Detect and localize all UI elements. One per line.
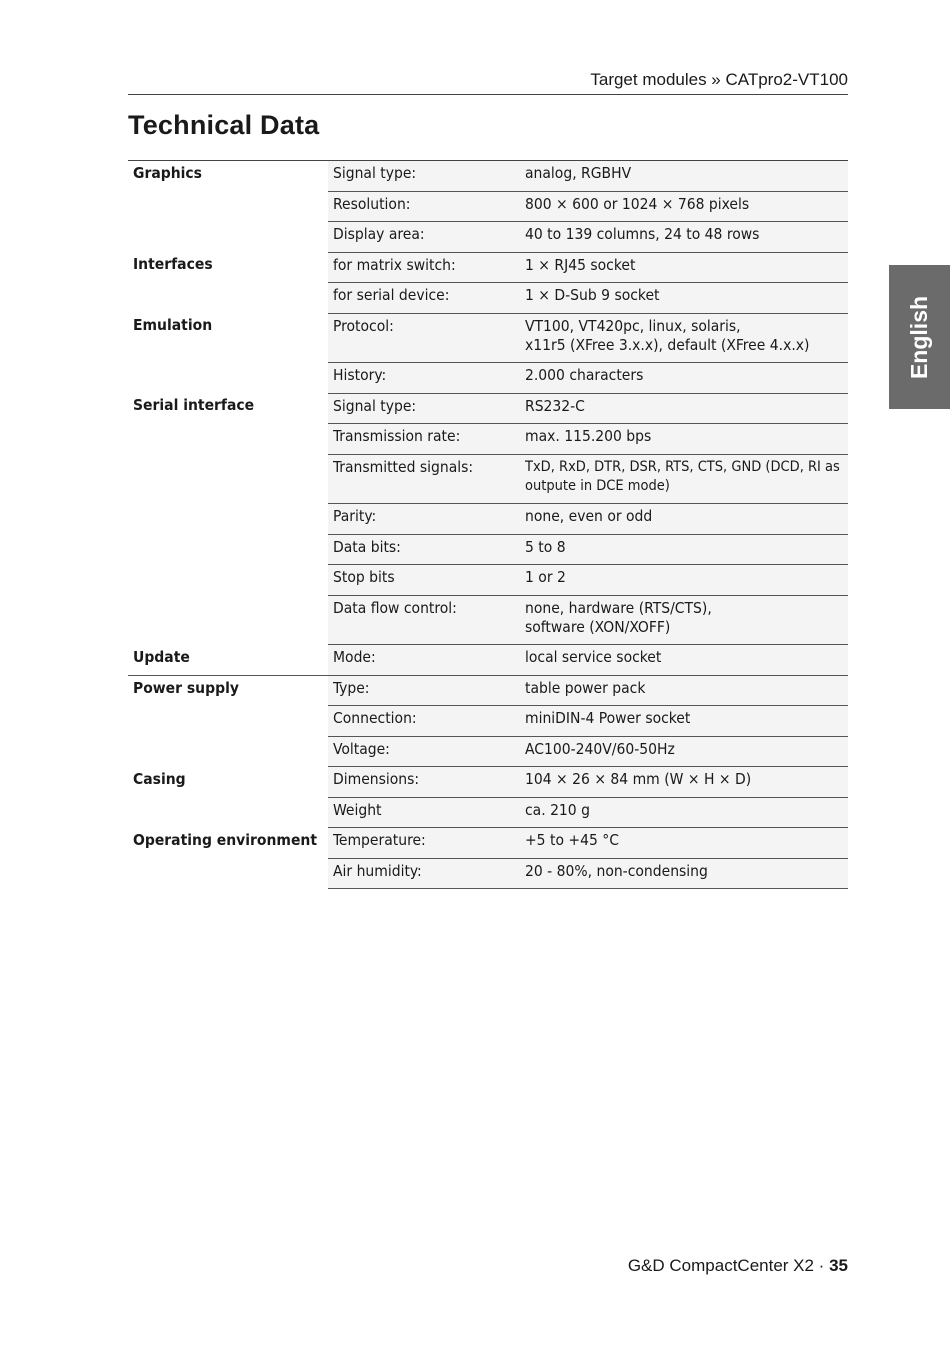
spec-label: Protocol: [328, 313, 520, 363]
table-row [128, 767, 848, 798]
category-label: Serial interface [128, 393, 328, 645]
spec-label: Weight [328, 797, 520, 828]
spec-label: Type: [328, 675, 520, 706]
technical-data-table [128, 160, 848, 889]
spec-value [520, 313, 848, 363]
spec-value: 20 - 80%, non-condensing [520, 858, 848, 889]
spec-label: History: [328, 363, 520, 394]
spec-label: Dimensions: [328, 767, 520, 798]
spec-value [520, 454, 848, 504]
page-number: 35 [829, 1256, 848, 1275]
spec-label: Air humidity: [328, 858, 520, 889]
running-header: Target modules » CATpro2-VT100 [128, 70, 848, 95]
language-label: English [906, 295, 932, 379]
spec-value-line: TxD, RxD, DTR, DSR, RTS, CTS, GND (DCD, RI as [525, 458, 840, 475]
spec-value: table power pack [520, 675, 848, 706]
spec-value: 104 × 26 × 84 mm (W × H × D) [520, 767, 848, 798]
spec-label: Data flow control: [328, 595, 520, 645]
spec-value: +5 to +45 °C [520, 828, 848, 859]
spec-value: local service socket [520, 645, 848, 676]
spec-label: for matrix switch: [328, 252, 520, 283]
spec-value: 40 to 139 columns, 24 to 48 rows [520, 222, 848, 253]
language-side-tab [889, 265, 950, 409]
spec-value-line: software (XON/XOFF) [525, 617, 671, 636]
category-label: Update [128, 645, 328, 676]
footer-product: G&D CompactCenter X2 · [627, 1256, 830, 1275]
spec-value-line: outpute in DCE mode) [525, 477, 670, 494]
spec-label: Parity: [328, 504, 520, 535]
spec-value [520, 595, 848, 645]
spec-value: 800 × 600 or 1024 × 768 pixels [520, 191, 848, 222]
table-row [128, 161, 848, 192]
spec-value: miniDIN-4 Power socket [520, 706, 848, 737]
category-label: Power supply [128, 675, 328, 767]
spec-label: Transmission rate: [328, 424, 520, 455]
table-row [128, 828, 848, 859]
spec-label: Display area: [328, 222, 520, 253]
spec-value: 1 × RJ45 socket [520, 252, 848, 283]
spec-value: 1 × D-Sub 9 socket [520, 283, 848, 314]
spec-value-line: VT100, VT420pc, linux, solaris, [525, 316, 741, 335]
table-row [128, 675, 848, 706]
spec-label: Signal type: [328, 393, 520, 424]
category-label: Graphics [128, 161, 328, 253]
spec-label: Mode: [328, 645, 520, 676]
spec-label: Connection: [328, 706, 520, 737]
category-label: Operating environment [128, 828, 328, 889]
spec-label: Temperature: [328, 828, 520, 859]
page-title: Technical Data [128, 110, 320, 140]
spec-label: Signal type: [328, 161, 520, 192]
table-row [128, 252, 848, 283]
spec-label: Voltage: [328, 736, 520, 767]
category-label: Casing [128, 767, 328, 828]
category-label: Interfaces [128, 252, 328, 313]
spec-value: max. 115.200 bps [520, 424, 848, 455]
spec-value: ca. 210 g [520, 797, 848, 828]
spec-value: analog, RGBHV [520, 161, 848, 192]
category-label: Emulation [128, 313, 328, 393]
spec-value: none, even or odd [520, 504, 848, 535]
spec-label: Resolution: [328, 191, 520, 222]
spec-value: 5 to 8 [520, 534, 848, 565]
spec-label: Data bits: [328, 534, 520, 565]
spec-value-line: x11r5 (XFree 3.x.x), default (XFree 4.x.x) [525, 335, 810, 354]
spec-value: 1 or 2 [520, 565, 848, 596]
spec-label: for serial device: [328, 283, 520, 314]
spec-label: Stop bits [328, 565, 520, 596]
spec-value-line: none, hardware (RTS/CTS), [525, 598, 712, 617]
spec-value: 2.000 characters [520, 363, 848, 394]
table-row [128, 393, 848, 424]
page-footer [128, 1256, 848, 1276]
spec-label: Transmitted signals: [328, 454, 520, 504]
table-row [128, 313, 848, 363]
spec-value: AC100-240V/60-50Hz [520, 736, 848, 767]
spec-value: RS232-C [520, 393, 848, 424]
table-row [128, 645, 848, 676]
